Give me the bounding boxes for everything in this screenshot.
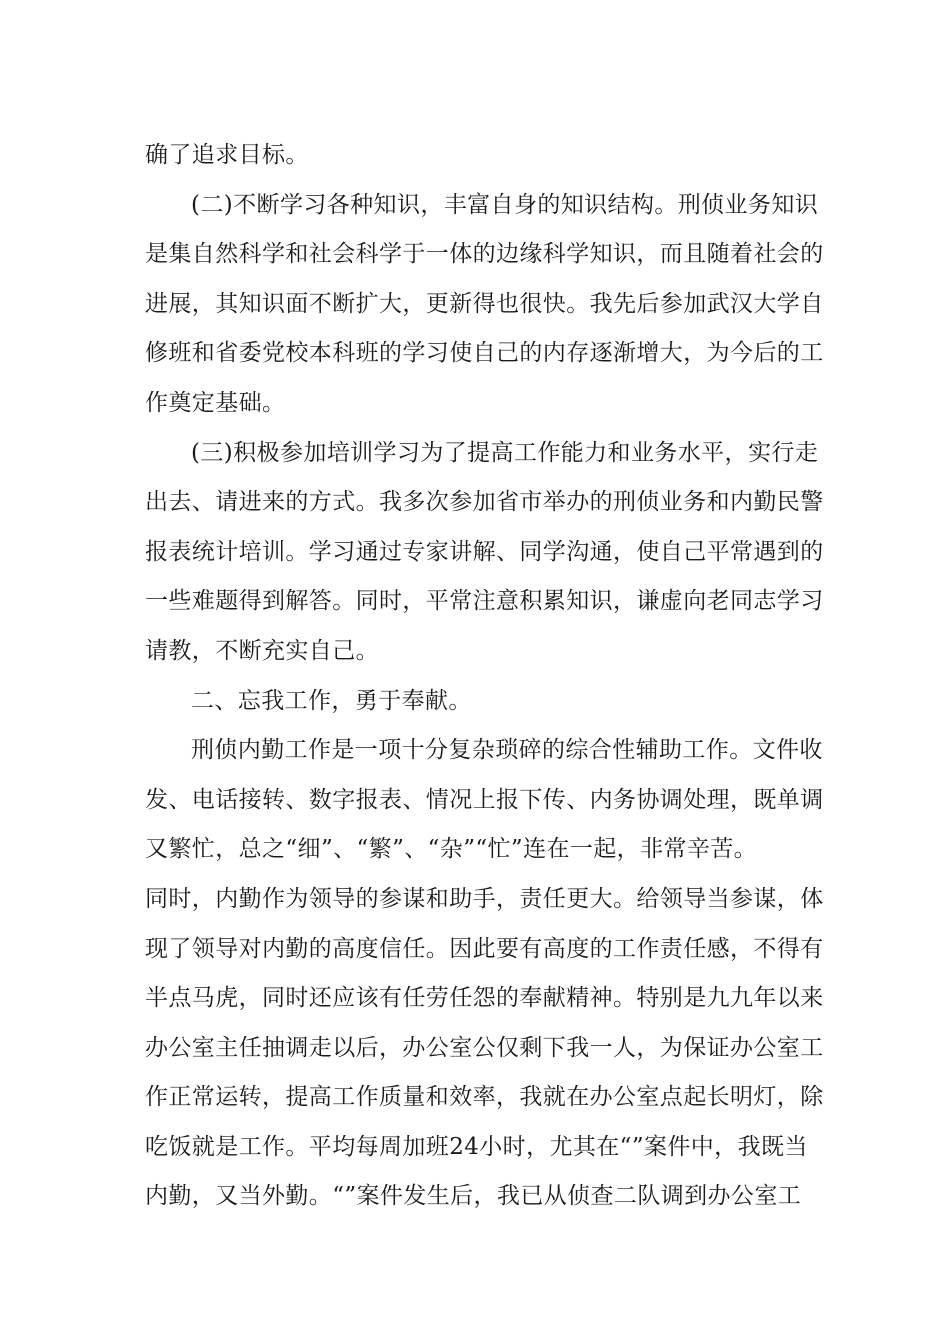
- text-line: (二)不断学习各种知识，丰富自身的知识结构。刑侦业务知识: [191, 191, 819, 218]
- text-line: 一些难题得到解答。同时，平常注意积累知识，谦虚向老同志学习: [145, 588, 824, 615]
- text-line: 刑侦内勤工作是一项十分复杂琐碎的综合性辅助工作。文件收: [191, 737, 823, 764]
- text-line: 请教，不断充实自己。: [145, 637, 379, 664]
- text-line: 确了追求目标。: [145, 142, 309, 168]
- text-line: 修班和省委党校本科班的学习使自己的内存逐渐增大，为今后的工: [145, 340, 824, 367]
- text-line: 吃饭就是工作。平均每周加班24小时，尤其在“”案件中，我既当: [145, 1133, 808, 1160]
- text-line: 现了领导对内勤的高度信任。因此要有高度的工作责任感，不得有: [145, 935, 824, 962]
- text-line: 进展，其知识面不断扩大，更新得也很快。我先后参加武汉大学自: [145, 290, 824, 317]
- text-line: 办公室主任抽调走以后，办公室公仅剩下我一人，为保证办公室工: [145, 1034, 824, 1061]
- text-line: 报表统计培训。学习通过专家讲解、同学沟通，使自己平常遇到的: [145, 538, 824, 565]
- body-text: [145, 131, 825, 1222]
- text-line: 作正常运转，提高工作质量和效率，我就在办公室点起长明灯，除: [145, 1084, 824, 1111]
- text-line: 又繁忙，总之“细”、“繁”、“杂”“忙”连在一起，非常辛苦。: [145, 836, 758, 863]
- text-line: 出去、请进来的方式。我多次参加省市举办的刑侦业务和内勤民警: [145, 489, 824, 516]
- text-line: 同时，内勤作为领导的参谋和助手，责任更大。给领导当参谋，体: [145, 885, 824, 912]
- text-line: 半点马虎，同时还应该有任劳任怨的奉献精神。特别是九九年以来: [145, 985, 824, 1012]
- text-line: 是集自然科学和社会科学于一体的边缘科学知识，而且随着社会的: [145, 241, 824, 268]
- text-line: (三)积极参加培训学习为了提高工作能力和业务水平，实行走: [191, 439, 819, 466]
- text-line: 作奠定基础。: [145, 389, 286, 416]
- text-line: 发、电话接转、数字报表、情况上报下传、内务协调处理，既单调: [145, 786, 824, 813]
- section-heading: 二、忘我工作，勇于奉献。: [191, 687, 472, 714]
- text-line: 内勤，又当外勤。“”案件发生后，我已从侦查二队调到办公室工: [145, 1183, 802, 1210]
